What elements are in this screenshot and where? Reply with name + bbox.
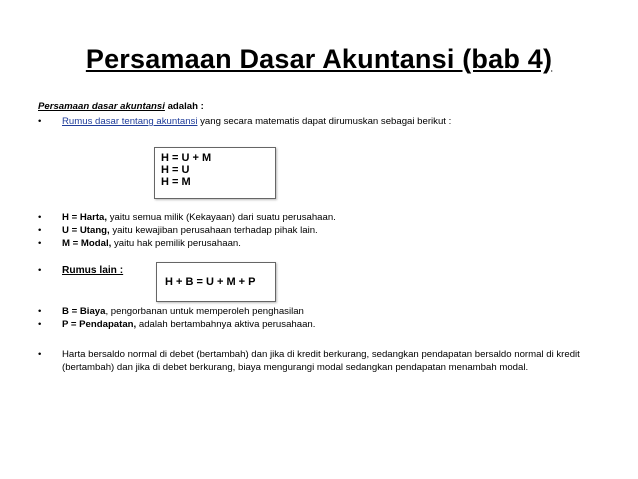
rumus-lain-label: Rumus lain : [62, 265, 124, 276]
bullet-icon: • [38, 319, 42, 330]
definition-term: P = Pendapatan, [62, 319, 137, 330]
bullet-icon: • [38, 349, 42, 360]
definitions-list-2 [38, 305, 608, 331]
list-item [38, 305, 608, 318]
bullet-icon: • [38, 116, 42, 127]
note-text: Harta bersaldo normal di debet (bertambah) dan jika di kredit berkurang, sedangkan pendapatan bersaldo normal di kredit (bertambah) dan jika di debet berkurang, biaya mengurangi modal sedangkan pendapatan menambah modal. [62, 349, 580, 373]
bullet-icon: • [38, 306, 42, 317]
list-item-rumus-dasar [38, 115, 608, 128]
list-item [38, 211, 608, 224]
definition-desc: yaitu hak pemilik perusahaan. [111, 238, 241, 249]
list-item-rumus-lain [38, 264, 608, 277]
rumus-dasar-link[interactable]: Rumus dasar tentang akuntansi [62, 116, 198, 127]
intro-line [38, 100, 608, 113]
formula-line: H + B = U + M + P [165, 275, 256, 288]
slide-content [38, 100, 608, 373]
definition-desc: yaitu semua milik (Kekayaan) dari suatu perusahaan. [107, 212, 336, 223]
bullet-icon: • [38, 265, 42, 276]
intro-term: Persamaan dasar akuntansi [38, 101, 165, 112]
bullet-icon: • [38, 225, 42, 236]
definition-desc: adalah bertambahnya aktiva perusahaan. [136, 319, 316, 330]
formula-box-basic [154, 147, 276, 199]
list-item [38, 224, 608, 237]
definition-term: M = Modal, [62, 238, 112, 249]
formula-line: H = U [161, 164, 190, 176]
bullet-icon: • [38, 238, 42, 249]
slide-title: Persamaan Dasar Akuntansi (bab 4) [85, 44, 553, 74]
definition-term: H = Harta, [62, 212, 108, 223]
definition-term: B = Biaya [62, 306, 106, 317]
definition-term: U = Utang, [62, 225, 110, 236]
list-item [38, 318, 608, 331]
intro-rest: adalah : [164, 101, 204, 112]
formula-line: H = U + M [161, 152, 212, 164]
formula-line: H = M [161, 176, 191, 188]
rumus-list [38, 115, 608, 128]
note-list [38, 349, 598, 374]
bullet-icon: • [38, 212, 42, 223]
rumus-lain-list [38, 264, 608, 277]
list-item-note [38, 349, 598, 374]
definition-desc: , pengorbanan untuk memperoleh penghasilan [105, 306, 304, 317]
formula-box-extended [156, 262, 276, 302]
definitions-list-1 [38, 211, 608, 250]
list-item [38, 237, 608, 250]
definition-desc: yaitu kewajiban perusahaan terhadap pihak lain. [109, 225, 318, 236]
rumus-dasar-rest: yang secara matematis dapat dirumuskan sebagai berikut : [197, 116, 452, 127]
